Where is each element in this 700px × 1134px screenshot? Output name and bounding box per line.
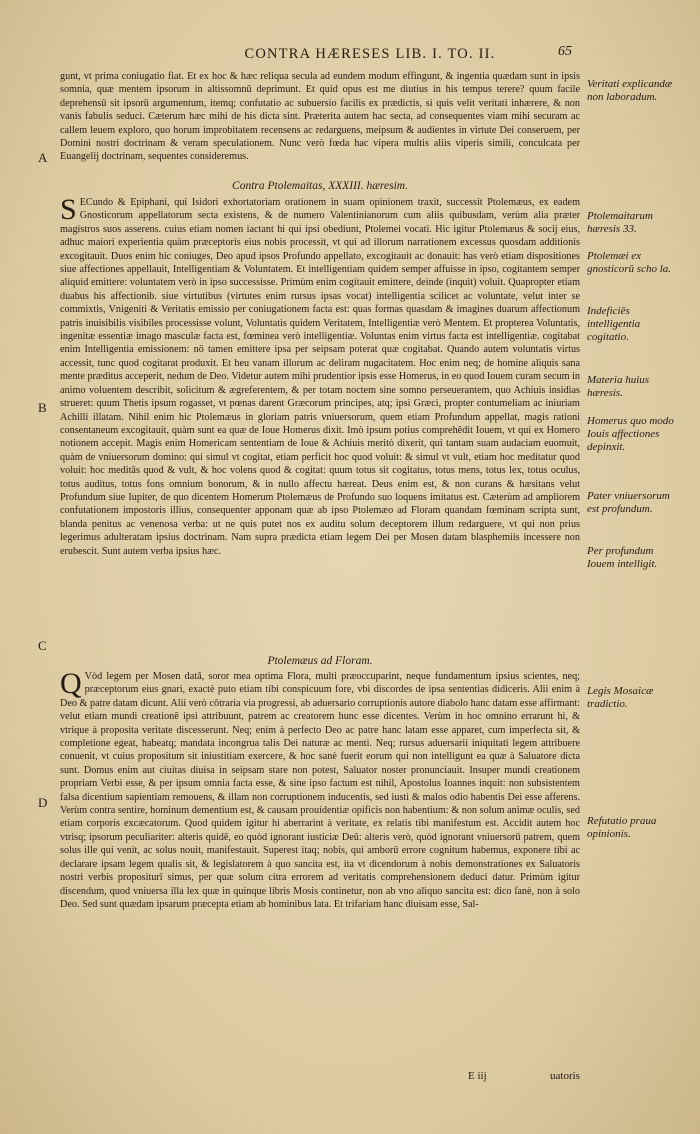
drop-cap-q: Q xyxy=(60,667,82,700)
section-letter-c: C xyxy=(38,638,47,653)
section-heading-ad-floram: Ptolemæus ad Floram. xyxy=(267,655,373,667)
section-letter-b: B xyxy=(38,400,47,415)
section-heading-ptolemaitas: Contra Ptolemaitas, XXXIII. hæresim. xyxy=(232,180,408,192)
margin-note: Refutatio praua opinionis. xyxy=(587,815,657,840)
section-letter-a: A xyxy=(38,150,48,165)
running-title: CONTRA HÆRESES LIB. I. TO. II. xyxy=(244,46,496,62)
margin-note: Ptolemæi ex gnosticorū scho la. xyxy=(587,250,672,275)
drop-cap-s: S xyxy=(60,193,77,226)
margin-note: Materia huius hæresis. xyxy=(587,374,650,399)
margin-note: Homerus quo modo Iouis affectiones depinxit. xyxy=(587,415,674,453)
paragraph-1-text: gunt, vt prima coniugatio fiat. Et ex hoc & hæc reliqua secula ad eundem modum effingunt, & ingentia quædam sunt in ipsis somnia, quæ mentem ipsorum in altissomnū deprimunt. Et quid opus est me diutius in his tempus terere? quum facile deprehensū sit ipsorū argumentum, itemq; confutatio ac subuersio facilis ex prædictis, si quis velit veritati inhærere, & non vanis fabulis seduci. Cæterum hæc mihi de his dicta sint. Præterita autem hac secta, ad consequentes viam mihi securam ac callem leuem exploro, quo horum improbitatem recensens ac redarguens, meipsum & audientes in virtute Dei conseruem, per Domini nostri doctrinam & veram speculationem. Nunc verò fœda hac vipera multis aliis viperis simili, conculcata per Euangelij doctrinam, sequentes consideremus. xyxy=(60,71,580,163)
paragraph-1 xyxy=(60,70,580,164)
section-letter-d: D xyxy=(38,795,48,810)
paragraph-2 xyxy=(60,193,580,558)
margin-note: Pater vniuersorum est profundum. xyxy=(587,490,670,515)
paragraph-3-text: Vòd legem per Mosen datā, soror mea optima Flora, multi præoccuparint, neque fundamentum ipsius scientes, neq; præceptorum eius gnari, exactè puto etiam tibi conspicuum fore, vbi discordes de ipsa sententias didiceris. Alii enim à Deo & patre datam dicunt. Alii verò cōtraria via progressi, ab aduersario corruptionis autore diabolo hanc datam esse affirmant: velut etiam mundi creationē ipsi attribuunt, patrem ac creatorem hunc esse dicentes. Verùm in hoc omnino errarunt hi, & vtrique à proposita veritate discesserunt. Neq; enim à perfecto Deo ac patre hanc latam esse apparet, cum imperfecta sit, & completione egeat, habeatq; mandata incongrua talis Dei naturæ ac menti. Neq; rursus aduersarii iniquitati legem attribuere conuenit, vt cuius propositum sit iniustitiam exercere, & hoc sanè fuerit eorum qui non intelligunt ea quæ à Saluatore dicta sunt. Domus enim aut ciuitas diuisa in seipsam stare non potest, Saluator noster pronunciauit. Insuper mundi creationem propriam Verbi esse, & per ipsum omnia facta esse, & sine ipso factum est nihil, Apostolus Ioannes inquit: non subsistentem falsa dicentium sapientiam remouens, & illam non corruptionem inducentis, sed iusti & malos odio habentis Dei esse afferens. Verùm contra sentire, hominum dementium est, & causam prouidentiæ opificis non habentium: & non solum animæ oculis, sed etiam corporis excæcatorum. Quod quidem igitur hi aberrarint à veritate, ex relatis tibi manifestum est. Accidit autem hoc vtrisq; ipsorum peculiariter: alteris quidē, eo quòd ignorant iusticiæ Deū: alteris verò, quòd ignorant vniuersorū patrem, quem solus ille qui venit, ac solus nouit, manifestauit. Superest itaq; nobis, qui amborū errore cognitum habemus, exponere tibi ac declarare ipsam legem qualis sit, & legislatorem à quo sancita est, ita vt dicendorum à nobis demonstrationes ex Saluatoris nostri verbis propositurī simus, per quæ solum citra errorem ad veritatis comprehensionem deduci datur. Primùm igitur discendum, quod vniuersa illa lex quæ in quinque libris Mosis continetur, non ab vno aliquo sancita est: dico ſanè, non à solo Deo. Sed sunt quædam ipsarum præcepta etiam ab hominibus lata. Et trifariam hanc diuisam esse, Sal- xyxy=(60,671,580,910)
margin-note: Per profundum Iouem intelligit. xyxy=(587,545,658,570)
page-number: 65 xyxy=(558,44,572,59)
margin-note: Ptolemaitarum hæresis 33. xyxy=(587,210,653,235)
catchword: uatoris xyxy=(550,1070,580,1082)
signature-mark: E iij xyxy=(468,1070,487,1082)
paragraph-3 xyxy=(60,667,580,911)
margin-note: Indeficiēs intelligentia cogitatio. xyxy=(587,305,641,343)
margin-note: Legis Mosaicæ tradictio. xyxy=(587,685,654,710)
margin-note: Veritati explicandæ non laboradum. xyxy=(587,78,673,103)
paragraph-2-text: ECundo & Epiphani, qui Isidori exhortatoriam orationem in suam opinionem traxit, successit Ptolemæus, ex eadem Gnosticorum appellatorum secta existens, & de numero Valentinianorum cum aliis quibusdam, verùm alia præter magistros suos asserens. cuius etiam nomen iactant hi qui ipsi obediunt, Ptolemei vocati. Hic igitur Ptolemæus & socij eius, adhuc maiori experientia quàm præceptoris eius nobis processit, vt qui ad illorum narrationem excessus quosdam additionis excogitauit. Duos enim hic coniuges, Deo apud ipsos Profundo appellato, excogitauit ac donauit: has verò etiam dispositiones siue affectiones appellauit, Intelligentiam & Voluntatem. Et intelligentiam quidem semper affuisse in ipso, cogitantem semper aliquid emittere: voluntatem verò in ipso successisse. Primùm enim cogitauit emittere, deinde (inquit) voluit. Quapropter etiam duabus his affectionib. siue virtutibus (virtutes enim rursus ipsas vocat) intelligentia scilicet ac voluntate, velut inter se commixtis, Vnigeniti & Veritatis emissio per coniugationem facta est: quas formas quasdam & imagines duarum affectionum patris inuisibilis visibiles processisse volunt, Voluntatis quidem Veritatem, Intelligentiæ verò Mentem. Et propterea Voluntatis, ingenitæ essentiæ imago masculæ facta est, fœminea verò intelligentiæ. Voluntas enim virtus facta est intelligentiæ. cogitabat enim Intelligentia emissionem: nō tamen emittere ipsa per seipsam poterat quæ cogitabat. Quando autem voluntatis virtus accessit, tunc quod cogitarat produxit. Et heu vanam illorum ac deliram nugacitatem. Hoc enim neq; de homine aliquis sana mente præditus acceperit, nedum de Deo. Videtur autem mihi prudentior ipsis esse Homerus, in eo quod Iouem curam secum in animo voluentem describit, solicitum & ægreferentem, & per totam noctem sine somno perseuerantem, quo Achiuis insidias strueret: quum Thetis ipsum rogasset, vt pœnas darent Græcorum principes, atq; ipsi Græci, propter contumeliam ac iniuriam Achilli illatam. Nihil enim hic Ptolemæus in gloriam patris vniuersorum, quem etiam Profundum appellat, magis rationi consentaneum excogitauit, quàm sunt ea quæ de Ioue Homerus dixit. Imò ipsum potius comprehēdit Iouem, vt qui ex Homero notionem accepit. Magis enim Homericam sententiam de Ioue & Achiuis meritò dixerit, qui tantam suam audaciam euomuit, quàm de vniuersorum domino: qui simul vt cogitat, etiam perficit hoc quod voluit: & simul vt vult, etiam hoc meditatur quod voluit: hoc meditās quod & vult, & hoc volens quod & cogitat: quum totus sit cogitatus, totus mens, totus lex, totus oculus, totus auditus, totus fons omnium bonorum, & in nullo affectu hæreat. Deus enim est, & non curans & hæsitans velut Profundum siue Iupiter, de quo dicentem Homerum Ptolemæus de Profundo suo loquens imitatus est. Cæterùm ad ampliorem confutationem impostoris illius, consequenter apponam quæ ab ipso Ptolemæo ad Floram quandam fœminam scripta sunt, blanda penitus ac venenosa verba: ut ne quis putet nos ex auditu solum deceptorem illum redarguere, vt qui non prius legerimus adulteratam ipsius doctrinam. Nam supra prædicta etiam legem Dei per Mosen datam blasphemiis incessere non erubescit. Sunt autem verba ipsius hæc. xyxy=(60,197,580,557)
